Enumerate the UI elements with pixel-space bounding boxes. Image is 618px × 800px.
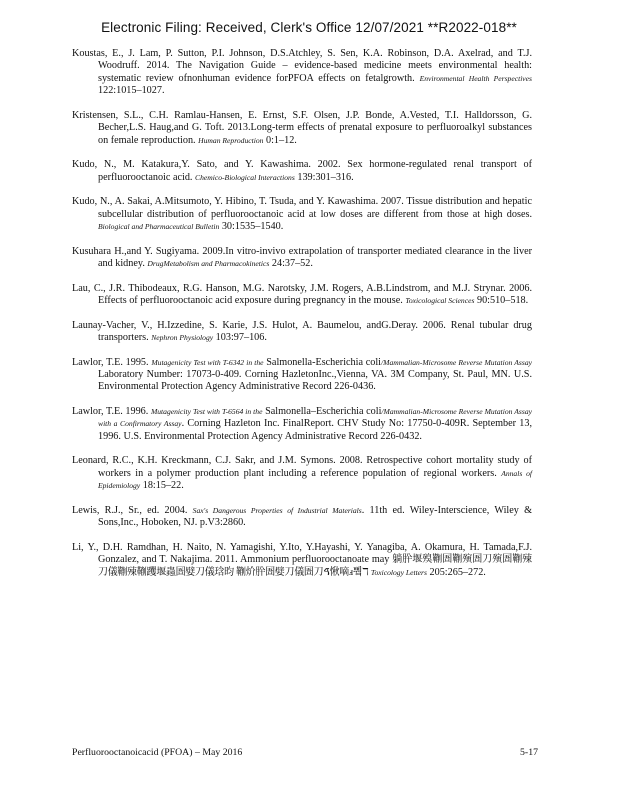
reference-entry <box>72 320 532 345</box>
reference-text: Li, Y., D.H. Ramdhan, H. Naito, N. Yamagishi, Y.Ito, Y.Hayashi, Y. Yanagiba, A. Okamura, H. Tamada,F.J. Gonzalez, and T. Nakajima. 2011. Ammonium perfluorooctanoate may <box>72 541 532 566</box>
reference-citation: 30:1535–1540. <box>221 221 284 233</box>
garbled-text: 躺肸堰殠鞩圄鞩殥圄刀殥圄鞩殐刀儀鞩殐鞩躩堰蟲圄嬖刀儀琀昀 鞩炌肸圄嬖刀儀圄刀ࠃ愀嘀ⅎ쀀ℸ <box>98 554 532 578</box>
reference-entry <box>72 196 532 233</box>
reference-citation: 103:97–106. <box>215 332 267 344</box>
reference-entry <box>72 246 532 271</box>
journal-title: Biological and Pharmaceutical Bulletin <box>98 222 220 232</box>
reference-entry <box>72 110 532 147</box>
journal-title: Mutagenicity Test with T-6564 in the <box>150 407 263 417</box>
journal-title: Nephron Physiology <box>151 333 214 343</box>
organism-name: Salmonella–Escherichia coli <box>265 406 382 418</box>
reference-citation: 139:301–316. <box>297 171 354 183</box>
reference-text: Lawlor, T.E. 1995. <box>72 356 149 368</box>
journal-title: Mutagenicity Test with T-6342 in the <box>151 357 264 367</box>
reference-text: Lau, C., J.R. Thibodeaux, R.G. Hanson, M.G. Narotsky, J.M. Rogers, A.B.Lindstrom, and M.J. Strynar. 2006. Effects of perfluorooctanoic acid exposure during pregnancy in the mouse. <box>72 282 532 307</box>
journal-title: Annals of Epidemiology <box>98 468 533 491</box>
reference-entry <box>72 505 532 530</box>
reference-entry <box>72 406 532 443</box>
reference-citation: 122:1015–1027. <box>98 85 165 97</box>
reference-citation: 205:265–272. <box>429 566 486 578</box>
reference-citation: . Corning Hazleton Inc. FinalReport. CHV Study No: 17750-0-409R. September 13, 1996. U.S. Environmental Protection Agency Administrative Record 226-0432. <box>98 418 533 442</box>
page-number: 5-17 <box>520 747 538 758</box>
journal-title: Environmental Health Perspectives <box>419 73 532 83</box>
reference-text: Koustas, E., J. Lam, P. Sutton, P.I. Johnson, D.S.Atchley, S. Sen, K.A. Robinson, D.A. Axelrad, and T.J. Woodruff. 2014. The Navigation Guide – evidence-based medicine meets environmental health: systematic review ofnonhuman evidence forPFOA effects on fetalgrowth. <box>72 48 532 84</box>
reference-text: Kristensen, S.L., C.H. Ramlau-Hansen, E. Ernst, S.F. Olsen, J.P. Bonde, A.Vested, T.I. Halldorsson, G. Becher,L.S. Haug,and G. Toft. 2013.Long-term effects of prenatal exposure to perfluoroalkyl substances on female reproduction. <box>72 109 532 146</box>
book-title: Sax's Dangerous Properties of Industrial Materials <box>192 505 362 515</box>
reference-text: Kudo, N., A. Sakai, A.Mitsumoto, Y. Hibino, T. Tsuda, and Y. Kawashima. 2007. Tissue distribution and hepatic subcellular distribution of perfluorooctanoic acid at low doses are different from those at high doses. <box>72 196 532 220</box>
reference-text: Kusuhara H.,and Y. Sugiyama. 2009.In vitro-invivo extrapolation of transporter mediated clearance in the liver and kidney. <box>72 245 532 270</box>
organism-name: Salmonella-Escherichia coli <box>266 356 382 368</box>
reference-citation: Laboratory Number: 17073-0-409. Corning HazletonInc.,Vienna, VA. 3M Company, St. Paul, MN. U.S. Environmental Protection Agency Administrative Record 226-0436. <box>98 369 532 393</box>
reference-text: Launay-Vacher, V., H.Izzedine, S. Karie, J.S. Hulot, A. Baumelou, andG.Deray. 2006. Renal tubular drug transporters. <box>72 319 532 344</box>
reference-entry <box>72 159 532 184</box>
reference-citation: 24:37–52. <box>271 258 313 270</box>
reference-entry <box>72 542 532 579</box>
page-footer <box>72 747 538 761</box>
reference-entry <box>72 455 532 492</box>
reference-list <box>72 48 532 591</box>
reference-entry <box>72 48 532 98</box>
assay-title: /Mammalian-Microsome Reverse Mutation Assay with a Confirmatory Assay <box>98 407 533 429</box>
reference-citation: . 11th ed. Wiley-Interscience, Wiley & Sons,Inc., Hoboken, NJ. p.V3:2860. <box>98 504 532 529</box>
reference-text: Kudo, N., M. Katakura,Y. Sato, and Y. Kawashima. 2002. Sex hormone-regulated renal transport of perfluorooctanoic acid. <box>72 159 532 183</box>
assay-title: /Mammalian-Microsome Reverse Mutation Assay <box>381 357 532 367</box>
reference-text: Lewis, R.J., Sr., ed. 2004. <box>72 504 188 516</box>
reference-text: Lawlor, T.E. 1996. <box>72 406 149 418</box>
journal-title: Human Reproduction <box>198 135 264 145</box>
reference-entry <box>72 283 532 308</box>
reference-text: Leonard, R.C., K.H. Kreckmann, C.J. Sakr, and J.M. Symons. 2008. Retrospective cohort mortality study of workers in a polymer production plant including a reference population of regional workers. <box>72 455 532 479</box>
document-title: Perfluorooctanoicacid (PFOA) – May 2016 <box>72 747 243 758</box>
reference-citation: 90:510–518. <box>476 295 529 307</box>
journal-title: Toxicological Sciences <box>405 296 475 306</box>
journal-title: DrugMetabolism and Pharmacokinetics <box>147 259 270 269</box>
reference-citation: 0:1–12. <box>266 134 297 146</box>
journal-title: Toxicology Letters <box>370 567 427 577</box>
reference-entry <box>72 357 532 394</box>
filing-stamp: Electronic Filing: Received, Clerk's Office 12/07/2021 **R2022-018** <box>101 20 517 35</box>
journal-title: Chemico-Biological Interactions <box>195 172 295 182</box>
reference-citation: 18:15–22. <box>142 480 184 492</box>
